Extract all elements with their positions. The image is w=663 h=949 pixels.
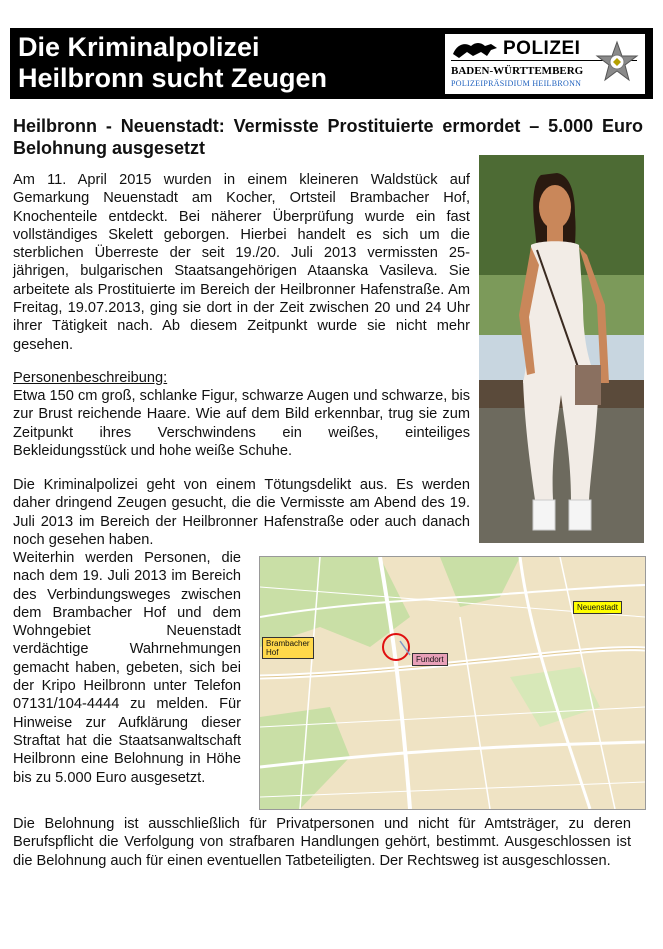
body-paragraph-3: Die Kriminalpolizei geht von einem Tötungsdelikt aus. Es werden daher dringend Zeugen gesucht, die die Vermisste am Abend des 19. Juli 2013 im Bereich der Heilbronner Hafenstraße oder auch danach noch gesehen haben. [13,477,470,548]
poster-header [10,28,653,99]
body-paragraph-5: Die Belohnung ist ausschließlich für Privatpersonen und nicht für Amtsträger, zu deren Berufspflicht die Verfolgung von strafbaren Handlungen gehört, bestimmt. Ausgeschlossen ist die Belohnung auch für einen eventuellen Tatbeteiligten. Der Rechtsweg ist ausgeschlossen. [13,816,631,869]
description-label: Personenbeschreibung: [13,370,168,386]
poster-title: Die Kriminalpolizei Heilbronn sucht Zeugen [18,32,328,93]
logo-presidium: POLIZEIPRÄSIDIUM HEILBRONN [451,79,582,88]
victim-photo [479,155,644,543]
body-paragraph-4: Weiterhin werden Personen, die nach dem 19. Juli 2013 im Bereich des Verbindungsweges zwischen dem Brambacher Hof und dem Wohngebiet Neuenstadt verdächtige Wahrnehmungen gemacht haben, gebeten, sich bei der Kripo Heilbronn unter Telefon 07131/104-4444 zu melden. Für Hinweise zur Aufklärung dieser Straftat hat die Staatsanwaltschaft Heilbronn eine Belohnung in Höhe bis zu 5.000 Euro ausgesetzt. [13,550,241,786]
location-map-graphic [260,557,645,809]
police-star-icon [595,40,639,88]
map-label-brambacher-hof: Brambacher Hof [262,637,314,659]
body-paragraph-2: Etwa 150 cm groß, schlanke Figur, schwarze Augen und schwarze, bis zur Brust reichende Haare. Wie auf dem Bild erkennbar, trug sie zum Zeitpunkt ihres Verschwindens ein weißes, einteiliges Bekleidungsstück und hohe weiße Schuhe. [13,388,470,459]
map-label-fundort: Fundort [412,653,448,666]
coat-of-arms-icon [451,38,499,60]
map-label-neuenstadt: Neuenstadt [573,601,622,614]
headline: Heilbronn - Neuenstadt: Vermisste Prostituierte ermordet – 5.000 Euro Belohnung ausgesetzt [13,116,643,158]
polizei-logo [445,34,645,94]
location-map [259,556,646,810]
victim-photo-graphic [479,155,644,543]
body-paragraph-1: Am 11. April 2015 wurden in einem kleineren Waldstück auf Gemarkung Neuenstadt am Kocher, Ortsteil Brambacher Hof, Knochenteile entdeckt. Bei näherer Überprüfung wurde ein fast vollständiges Skelett geborgen. Hierbei handelt es sich um die sterblichen Überreste der seit 19./20. Juli 2013 vermissten 25-jährigen, bulgarischen Staatsangehörigen Ataanska Vasileva. Sie arbeitete als Prostituierte im Bereich der Heilbronner Hafenstraße. Am Freitag, 19.07.2013, ging sie dort in der Zeit zwischen 20 und 24 Uhr ihrer Tätigkeit nach. Ab diesem Zeitpunkt wurde sie nicht mehr gesehen. [13,172,470,353]
logo-state: BADEN-WÜRTTEMBERG [451,65,584,77]
logo-word: POLIZEI [503,38,581,59]
